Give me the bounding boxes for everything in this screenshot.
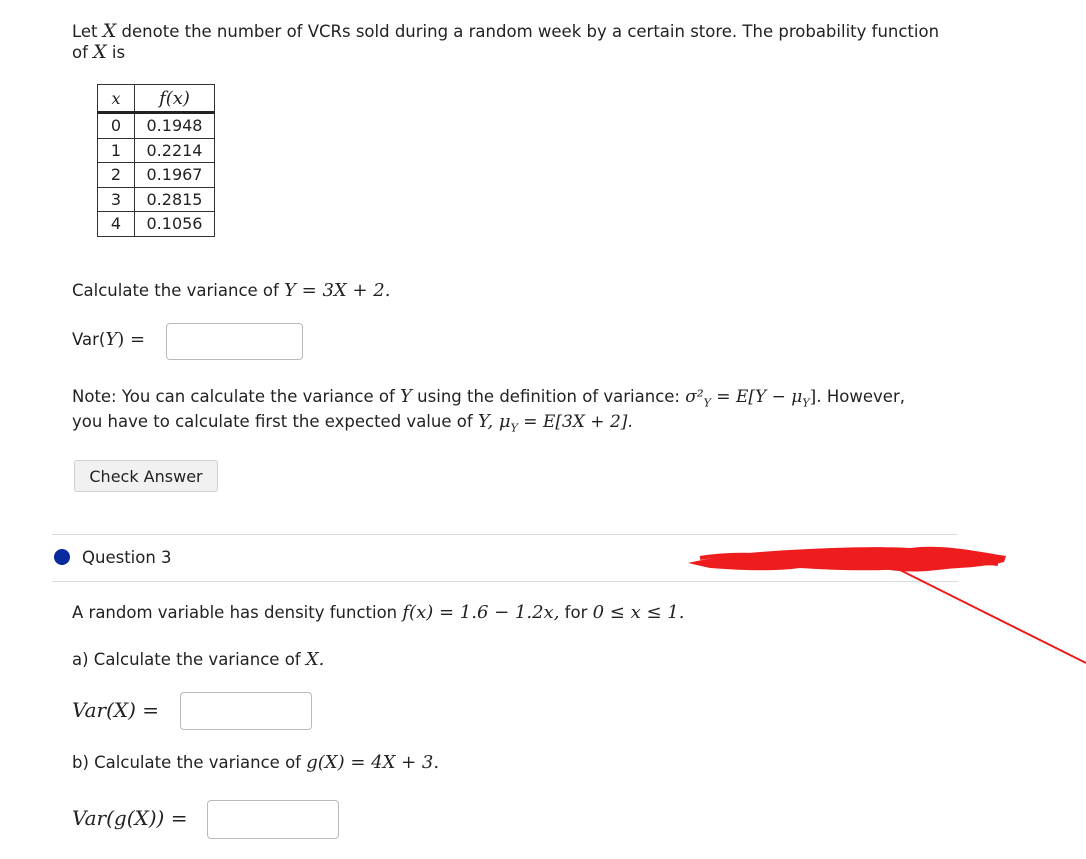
q2-task: Calculate the variance of Y = 3X + 2. [72, 280, 391, 301]
q3-part-a: a) Calculate the variance of X. [72, 649, 325, 670]
divider-top [52, 534, 958, 535]
var-y-label: Var(Y) = [72, 329, 146, 350]
q3-intro: A random variable has density function f(x) = 1.6 − 1.2x, for 0 ≤ x ≤ 1. [72, 602, 685, 623]
q3-part-b: b) Calculate the variance of g(X) = 4X + 3. [72, 752, 440, 773]
var-y-input[interactable] [166, 323, 303, 360]
q2-note-line1: Note: You can calculate the variance of Y using the definition of variance: $\sigma^2_Y = E[Y - \mu_Y]$. However, [72, 386, 905, 410]
table-row: 2 0.1967 [98, 163, 215, 188]
var-x: X [102, 20, 117, 42]
redaction-scribble [680, 538, 1086, 668]
pointer-line [896, 568, 1086, 663]
check-answer-button[interactable]: Check Answer [74, 460, 218, 492]
probability-table [97, 84, 215, 237]
question-3-title: Question 3 [82, 548, 172, 567]
var-gx-label: Var(g(X)) = [72, 806, 188, 830]
table-row: 1 0.2214 [98, 138, 215, 163]
table-row: 4 0.1056 [98, 212, 215, 237]
q2-intro-line1: Let X denote the number of VCRs sold during a random week by a certain store. The probability function [72, 20, 940, 42]
var-x-label: Var(X) = [72, 698, 160, 722]
table-header-x: x [98, 85, 135, 113]
var-x-input[interactable] [180, 692, 312, 730]
q2-note-line2: you have to calculate first the expected value of Y, $\mu_Y = E[3X + 2]$. [72, 411, 633, 435]
q2-intro-line2: of X is [72, 41, 126, 63]
var-gx-input[interactable] [207, 800, 339, 839]
table-header-row [98, 85, 215, 113]
table-header-fx: f(x) [135, 85, 215, 113]
table-row: 3 0.2815 [98, 187, 215, 212]
table-row: 0 0.1948 [98, 113, 215, 139]
question-status-dot [54, 549, 70, 565]
